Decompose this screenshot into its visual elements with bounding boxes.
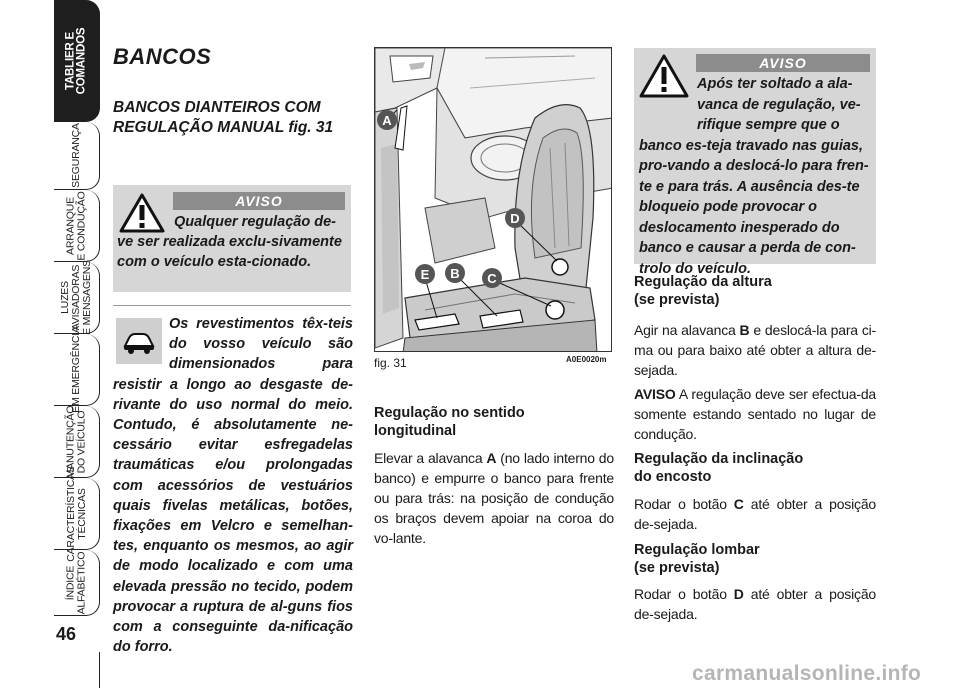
callout-c bbox=[482, 268, 502, 288]
lumbar-heading: Regulação lombar (se prevista) bbox=[634, 542, 760, 576]
warning-badge: AVISO bbox=[173, 192, 345, 210]
tab-luzes-avisadoras[interactable] bbox=[54, 262, 100, 334]
figure-code: A0E0020m bbox=[566, 355, 607, 364]
car-care-icon bbox=[116, 318, 162, 364]
tab-em-emergencia[interactable] bbox=[54, 326, 100, 413]
warning-box-seat-lock bbox=[634, 48, 876, 277]
page-number: 46 bbox=[56, 624, 77, 644]
height-heading: Regulação da altura (se prevista) bbox=[634, 274, 772, 308]
warning-text: Após ter soltado a ala-vanca de regulação, ve-rifique sempre que o banco es-teja travado nas guias, pro-vando a deslocá-lo para fren-te e para trás. A ausência des-te bloqueio pode provocar o deslocamento inesperado do banco e causar a perda de con-trolo do veículo. bbox=[639, 76, 869, 277]
sidebar-divider bbox=[88, 652, 100, 688]
tab-tablier-comandos[interactable] bbox=[54, 0, 100, 122]
tab-label: MANUTENÇÃO DO VEÍCULO bbox=[64, 405, 88, 478]
height-aviso-paragraph: AVISO A regulação deve ser efectua-da somente estando sentado no lugar de condução. bbox=[634, 386, 876, 442]
callout-label: D bbox=[510, 211, 520, 226]
backrest-heading: Regulação da inclinação do encosto bbox=[634, 451, 804, 485]
longitudinal-heading: Regulação no sentido longitudinal bbox=[374, 405, 525, 439]
warning-box-parked bbox=[113, 185, 351, 292]
longitudinal-paragraph: Elevar a alavanca A (no lado interno do banco) e empurre o banco para frente ou para trás: na posição de condução os braços devem apoiar na coroa do vo-lante. bbox=[374, 450, 614, 546]
tab-label: CARACTERÍSTICAS TÉCNICAS bbox=[64, 465, 88, 562]
tab-label: SEGURANÇA bbox=[70, 123, 82, 188]
callout-b bbox=[445, 263, 465, 283]
warning-text: Qualquer regulação de-ve ser realizada exclu-sivamente com o veículo esta-cionado. bbox=[117, 214, 342, 270]
page-title: BANCOS bbox=[113, 44, 212, 69]
tab-indice[interactable] bbox=[54, 550, 100, 616]
figure-caption: fig. 31 bbox=[374, 356, 407, 370]
chapter-sidebar bbox=[0, 0, 100, 692]
tab-label: ARRANQUE E CONDUÇÃO bbox=[64, 190, 88, 261]
tab-arranque-conducao[interactable] bbox=[54, 190, 100, 262]
upholstery-note-text: Os revestimentos têx-teis do vosso veículo são dimensionados para resistir a longo ao desgaste de-rivante do uso normal do meio. Contudo, é absolutamente ne-cessário evitar esfregadelas traumáticas e/ou prolongadas com acessórios de vestuários quais fivelas metálicas, botões, fixações em Velcro e semelhan-tes, enquanto os mesmos, ao agir de modo localizado e com uma elevada pressão no tecido, podem provocar a ruptura de al-guns fios com a conseguinte da-nificação do forro. bbox=[113, 316, 353, 656]
callout-label: E bbox=[420, 267, 430, 282]
tab-seguranca[interactable] bbox=[54, 122, 100, 190]
tab-label: EM EMERGÊNCIA bbox=[70, 326, 83, 413]
backrest-paragraph: Rodar o botão C até obter a posição de-sejada. bbox=[634, 496, 876, 532]
tab-label: ÍNDICE ALFABÉTICO bbox=[64, 551, 88, 614]
callout-label: C bbox=[487, 271, 497, 286]
callout-d bbox=[505, 208, 525, 228]
callout-label: A bbox=[382, 113, 392, 128]
callout-label: B bbox=[450, 266, 460, 281]
tab-caracteristicas[interactable] bbox=[54, 465, 100, 562]
section-title: BANCOS DIANTEIROS COM REGULAÇÃO MANUAL fig. 31 bbox=[113, 99, 334, 136]
tab-label: LUZES AVISADORAS E MENSAGENS bbox=[59, 260, 94, 335]
seat-illustration bbox=[375, 48, 612, 352]
callout-a bbox=[377, 110, 397, 130]
upholstery-note bbox=[113, 314, 353, 657]
watermark-brand: carmanualsonline.info bbox=[692, 662, 922, 685]
height-paragraph: Agir na alavanca B e deslocá-la para ci-ma ou para baixo até obter a altura de-sejada. bbox=[634, 322, 876, 378]
callout-e bbox=[415, 264, 435, 284]
section-divider bbox=[113, 305, 351, 306]
tab-label: TABLIER E COMANDOS bbox=[64, 27, 88, 94]
lumbar-paragraph: Rodar o botão D até obter a posição de-sejada. bbox=[634, 586, 876, 622]
warning-badge: AVISO bbox=[696, 54, 870, 72]
seat-figure bbox=[374, 47, 612, 352]
